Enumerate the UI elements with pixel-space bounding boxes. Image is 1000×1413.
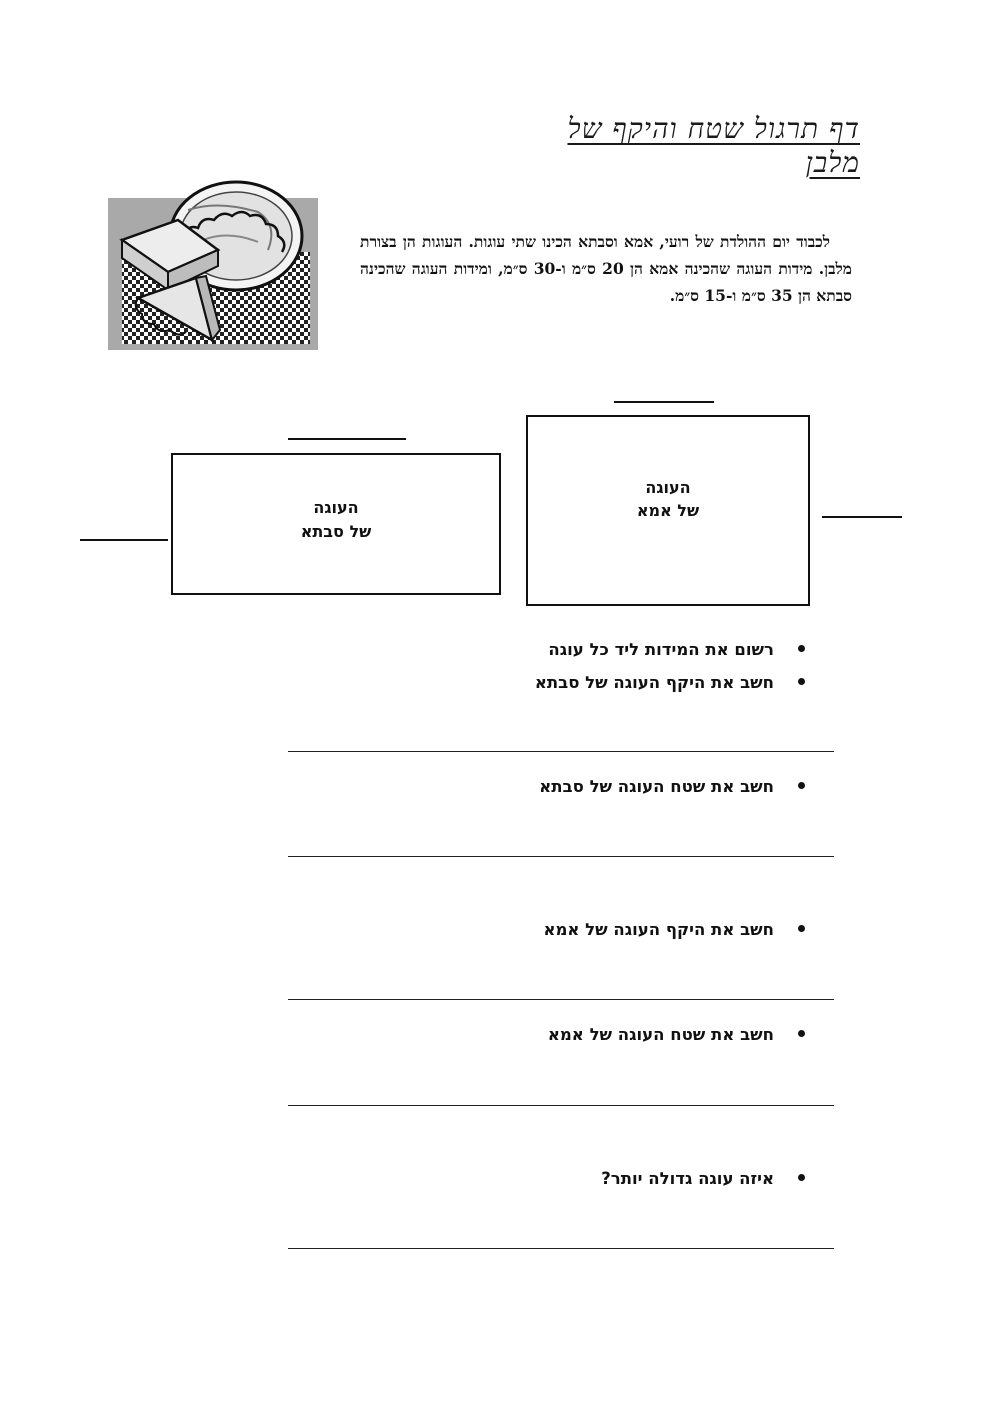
mom-cake-label-line2: של אמא	[636, 501, 700, 520]
page-title: דף תרגול שטח והיקף של מלבן	[567, 112, 860, 179]
answer-line[interactable]	[288, 999, 834, 1000]
mom-top-measure-line	[614, 401, 714, 403]
bullet-icon	[798, 782, 805, 789]
instruction-item: חשב את היקף העוגה של סבתא	[245, 673, 805, 692]
mom-cake-box	[526, 415, 810, 606]
mom-cake-label-line1: העוגה	[645, 478, 691, 497]
bullet-icon	[798, 678, 805, 685]
instruction-item: איזה עוגה גדולה יותר?	[245, 1169, 805, 1188]
grandma-top-measure-line	[288, 438, 406, 440]
answer-line[interactable]	[288, 751, 834, 752]
instruction-item: רשום את המידות ליד כל עוגה	[245, 640, 805, 659]
bullet-icon	[798, 925, 805, 932]
answer-line[interactable]	[288, 856, 834, 857]
grandma-cake-box	[171, 453, 501, 595]
pie-illustration	[108, 180, 318, 350]
answer-line[interactable]	[288, 1105, 834, 1106]
grandma-cake-label-line2: של סבתא	[300, 522, 372, 541]
instruction-item: חשב את שטח העוגה של סבתא	[245, 777, 805, 796]
answer-line[interactable]	[288, 1248, 834, 1249]
mom-side-measure-line	[822, 516, 902, 518]
intro-paragraph	[360, 228, 852, 309]
bullet-icon	[798, 1174, 805, 1181]
bullet-icon	[798, 1030, 805, 1037]
grandma-side-measure-line	[80, 539, 168, 541]
bullet-icon	[798, 645, 805, 652]
intro-text: לכבוד יום ההולדת של רועי, אמא וסבתא הכינו שתי עוגות. העוגות הן בצורת מלבן. מידות העוגה שהכינה אמא הן 20 ס״מ ו-30 ס״מ, ומידות העוגה שהכינה סבתא הן 35 ס״מ ו-15 ס״מ.	[360, 232, 852, 305]
instruction-item: חשב את היקף העוגה של אמא	[245, 920, 805, 939]
grandma-cake-label-line1: העוגה	[313, 498, 359, 517]
instruction-item: חשב את שטח העוגה של אמא	[245, 1025, 805, 1044]
